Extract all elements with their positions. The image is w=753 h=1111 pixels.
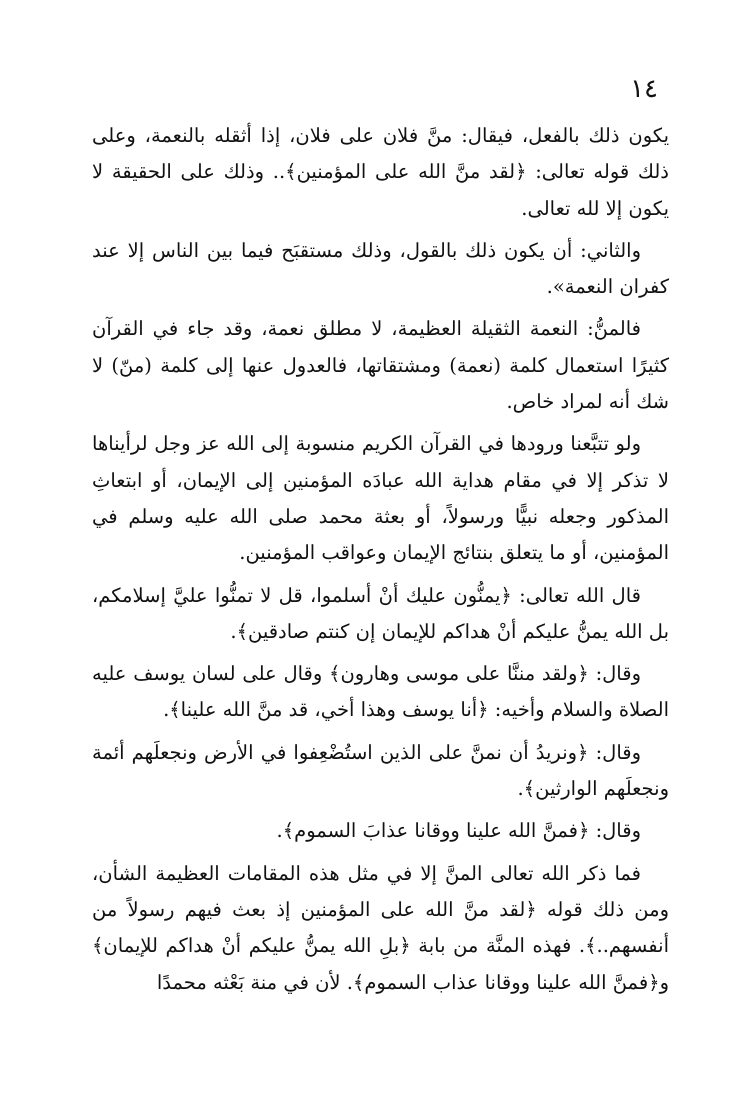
paragraph-6: وقال: ﴿ولقد مننَّا على موسى وهارون﴾ وقال على لسان يوسف عليه الصلاة والسلام وأخيه: ﴿أنا يوسف وهذا أخي، قد منَّ الله علينا﴾. bbox=[92, 662, 669, 722]
paragraph-4: ولو تتبَّعنا ورودها في القرآن الكريم منسوبة إلى الله عز وجل لرأيناها لا تذكر إلا في مقام هداية الله عبادَه المؤمنين إلى الإيمان، أو ابتعاثِ المذكور وجعله نبيًّا ورسولاً، أو بعثة محمد صلى الله عليه وسلم في المؤمنين، أو ما يتعلق بنتائج الإيمان وعواقب المؤمنين. bbox=[92, 432, 669, 565]
body-text bbox=[92, 118, 669, 1007]
paragraph-9: فما ذكر الله تعالى المنَّ إلا في مثل هذه المقامات العظيمة الشأن، ومن ذلك قوله ﴿لقد منَّ الله على المؤمنين إذ بعث فيهم رسولاً من أنفسهم..﴾. فهذه المنَّة من بابة ﴿بلِ الله يمنُّ عليكم أنْ هداكم للإيمان﴾ و﴿فمنَّ الله علينا ووقانا عذاب السموم﴾. لأن في منة بَعْثه محمدًا bbox=[92, 861, 669, 994]
paragraph-5: قال الله تعالى: ﴿يمنُّون عليك أنْ أسلموا، قل لا تمنُّوا عليَّ إسلامكم، بل الله يمنُّ عليكم أنْ هداكم للإيمان إن كنتم صادقين﴾. bbox=[92, 583, 669, 643]
page-number: ١٤ bbox=[630, 74, 658, 104]
paragraph-7: وقال: ﴿ونريدُ أن نمنَّ على الذين استُضْعِفوا في الأرض ونجعلَهم أئمة ونجعلَهم الوارثين﴾. bbox=[92, 740, 669, 801]
paragraph-8: وقال: ﴿فمنَّ الله علينا ووقانا عذابَ السموم﴾. bbox=[276, 819, 641, 843]
paragraph-1: يكون ذلك بالفعل، فيقال: منَّ فلان على فلان، إذا أثقله بالنعمة، وعلى ذلك قوله تعالى: ﴿لقد منَّ الله على المؤمنين﴾.. وذلك على الحقيقة لا يكون إلا لله تعالى. bbox=[92, 124, 669, 220]
paragraph-3: فالمنُّ: النعمة الثقيلة العظيمة، لا مطلق نعمة، وقد جاء في القرآن كثيرًا استعمال كلمة (نعمة) ومشتقاتها، فالعدول عنها إلى كلمة (منّ) لا شك أنه لمراد خاص. bbox=[92, 317, 669, 414]
paragraph-2: والثاني: أن يكون ذلك بالقول، وذلك مستقبَح فيما بين الناس إلا عند كفران النعمة». bbox=[92, 238, 669, 299]
